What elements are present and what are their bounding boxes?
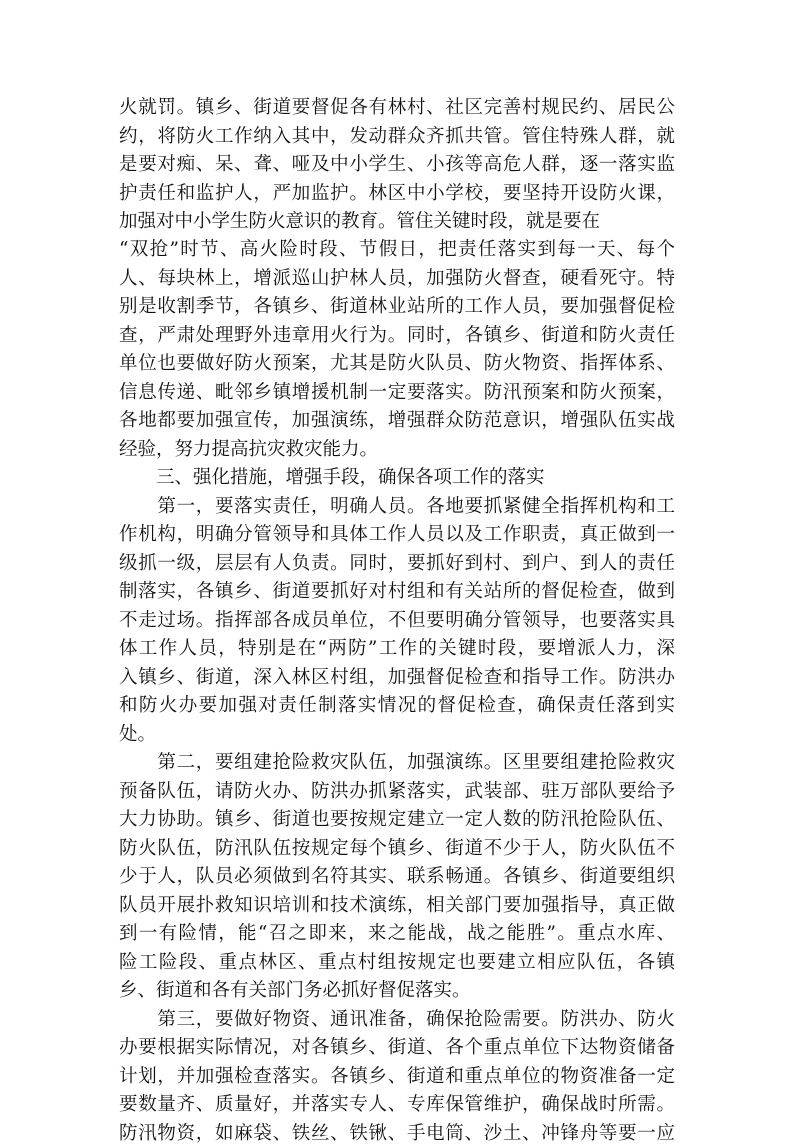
text-line: 各地都要加强宣传，加强演练，增强群众防范意识，增强队伍实战 bbox=[119, 407, 675, 436]
text-line: 防火队伍，防汛队伍按规定每个镇乡、街道不少于人，防火队伍不 bbox=[119, 835, 675, 864]
section-heading: 三、强化措施，增强手段，确保各项工作的落实 bbox=[119, 464, 675, 493]
text-line: 单位也要做好防火预案，尤其是防火队员、防火物资、指挥体系、 bbox=[119, 350, 675, 379]
text-line: 入镇乡、街道，深入林区村组，加强督促检查和指导工作。防洪办 bbox=[119, 664, 675, 693]
text-line: 第二，要组建抢险救灾队伍，加强演练。区里要组建抢险救灾 bbox=[119, 749, 675, 778]
text-line: 作机构，明确分管领导和具体工作人员以及工作职责，真正做到一 bbox=[119, 521, 675, 550]
text-line: 险工险段、重点林区、重点村组按规定也要建立相应队伍，各镇 bbox=[119, 949, 675, 978]
text-line: “双抢”时节、高火险时段、节假日，把责任落实到每一天、每个 bbox=[119, 236, 675, 265]
paragraph-block-top bbox=[119, 94, 675, 237]
text-line: 体工作人员，特别是在“两防”工作的关键时段，要增派人力，深 bbox=[119, 635, 675, 664]
text-line: 经验，努力提高抗灾救灾能力。 bbox=[119, 436, 675, 465]
text-line: 预备队伍，请防火办、防洪办抓紧落实，武装部、驻万部队要给予 bbox=[119, 778, 675, 807]
text-line: 队员开展扑救知识培训和技术演练，相关部门要加强指导，真正做 bbox=[119, 892, 675, 921]
text-line: 查，严肃处理野外违章用火行为。同时，各镇乡、街道和防火责任 bbox=[119, 322, 675, 351]
text-line: 护责任和监护人，严加监护。林区中小学校，要坚持开设防火课， bbox=[119, 180, 675, 209]
text-line: 不走过场。指挥部各成员单位，不但要明确分管领导，也要落实具 bbox=[119, 607, 675, 636]
text-line: 要数量齐、质量好，并落实专人、专库保管维护，确保战时所需。 bbox=[119, 1091, 675, 1120]
text-line: 大力协助。镇乡、街道也要按规定建立一定人数的防汛抢险队伍、 bbox=[119, 806, 675, 835]
text-line: 少于人，队员必须做到名符其实、联系畅通。各镇乡、街道要组织 bbox=[119, 863, 675, 892]
text-line: 到一有险情，能“召之即来，来之能战，战之能胜”。重点水库、 bbox=[119, 920, 675, 949]
text-line: 信息传递、毗邻乡镇增援机制一定要落实。防汛预案和防火预案， bbox=[119, 379, 675, 408]
paragraph-block-main bbox=[119, 236, 675, 1148]
text-line: 第三，要做好物资、通讯准备，确保抢险需要。防洪办、防火 bbox=[119, 1006, 675, 1035]
text-line: 级抓一级，层层有人负责。同时，要抓好到村、到户、到人的责任 bbox=[119, 550, 675, 579]
text-line: 和防火办要加强对责任制落实情况的督促检查，确保责任落到实 bbox=[119, 692, 675, 721]
text-line: 计划，并加强检查落实。各镇乡、街道和重点单位的物资准备一定 bbox=[119, 1063, 675, 1092]
text-line: 是要对痴、呆、聋、哑及中小学生、小孩等高危人群，逐一落实监 bbox=[119, 151, 675, 180]
text-line: 别是收割季节，各镇乡、街道林业站所的工作人员，要加强督促检 bbox=[119, 293, 675, 322]
text-line: 加强对中小学生防火意识的教育。管住关键时段，就是要在 bbox=[119, 208, 675, 237]
text-line: 约，将防火工作纳入其中，发动群众齐抓共管。管住特殊人群，就 bbox=[119, 123, 675, 152]
text-line: 火就罚。镇乡、街道要督促各有林村、社区完善村规民约、居民公 bbox=[119, 94, 675, 123]
text-line: 处。 bbox=[119, 721, 675, 750]
text-line: 人、每块林上，增派巡山护林人员，加强防火督查，硬看死守。特 bbox=[119, 265, 675, 294]
text-line: 第一，要落实责任，明确人员。各地要抓紧健全指挥机构和工 bbox=[119, 493, 675, 522]
text-line: 制落实，各镇乡、街道要抓好对村组和有关站所的督促检查，做到 bbox=[119, 578, 675, 607]
text-line: 办要根据实际情况，对各镇乡、街道、各个重点单位下达物资储备 bbox=[119, 1034, 675, 1063]
text-line: 乡、街道和各有关部门务必抓好督促落实。 bbox=[119, 977, 675, 1006]
text-line: 防汛物资，如麻袋、铁丝、铁锹、手电筒、沙土、冲锋舟等要一应 bbox=[119, 1120, 675, 1148]
